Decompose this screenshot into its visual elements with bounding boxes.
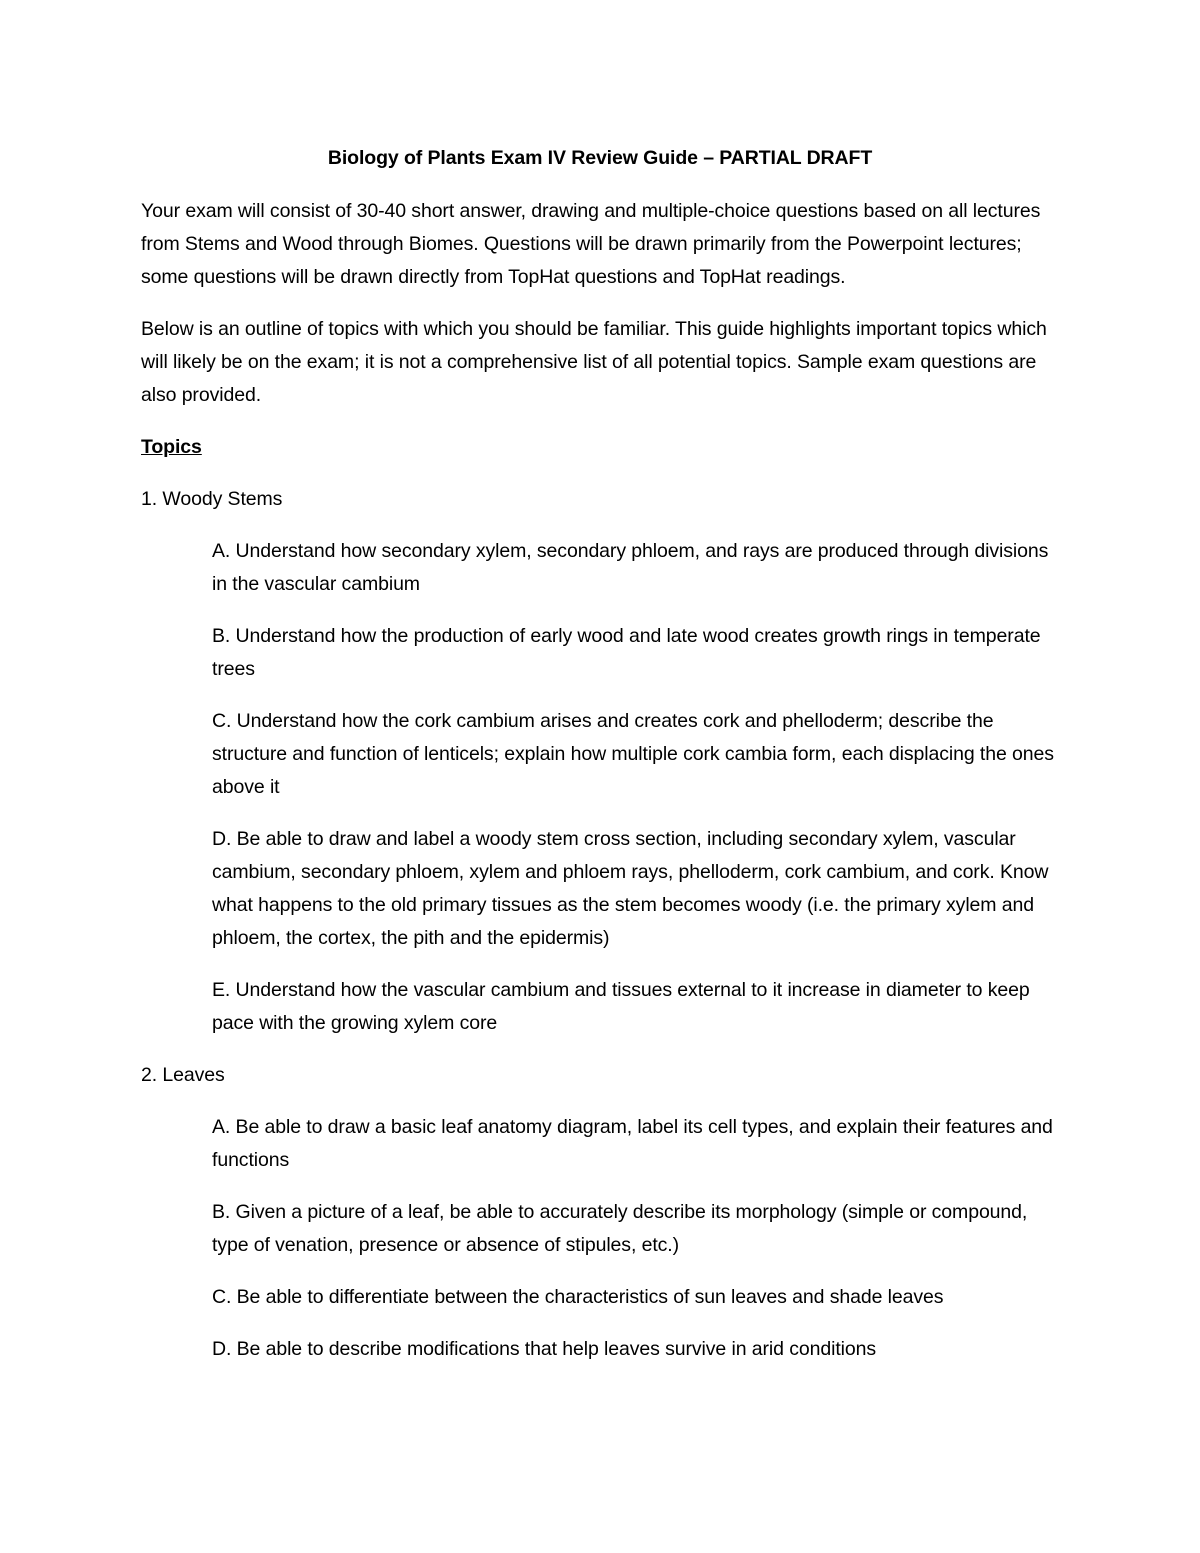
topic-item: C. Understand how the cork cambium arises and creates cork and phelloderm; describe the structure and function of lenticels; explain how multiple cork cambia form, each displacing the ones above it [212, 710, 1054, 798]
document-body [141, 142, 1061, 1385]
topic-item: E. Understand how the vascular cambium and tissues external to it increase in diameter to keep pace with the growing xylem core [212, 979, 1030, 1034]
document-title: Biology of Plants Exam IV Review Guide – PARTIAL DRAFT [327, 147, 873, 169]
section-heading: 1. Woody Stems [141, 488, 283, 510]
intro-paragraph-exam-format: Your exam will consist of 30-40 short answer, drawing and multiple-choice questions based on all lectures from Stems and Wood through Biomes. Questions will be drawn primarily from the Powerpoint lectures; some questions will be drawn directly from TopHat questions and TopHat readings. [141, 200, 1041, 288]
topic-item: D. Be able to describe modifications that help leaves survive in arid conditions [212, 1338, 877, 1360]
topic-item: B. Understand how the production of early wood and late wood creates growth rings in temperate trees [212, 625, 1041, 680]
topic-item: A. Be able to draw a basic leaf anatomy diagram, label its cell types, and explain their features and functions [212, 1116, 1053, 1171]
topics-heading: Topics [141, 436, 202, 458]
topic-item: D. Be able to draw and label a woody stem cross section, including secondary xylem, vascular cambium, secondary phloem, xylem and phloem rays, phelloderm, cork cambium, and cork. Know what happens to the old primary tissues as the stem becomes woody (i.e. the primary xylem and phloem, the cortex, the pith and the epidermis) [212, 828, 1049, 949]
topic-item: A. Understand how secondary xylem, secondary phloem, and rays are produced through divisions in the vascular cambium [212, 540, 1049, 595]
section-heading: 2. Leaves [141, 1064, 225, 1086]
topic-item: C. Be able to differentiate between the characteristics of sun leaves and shade leaves [212, 1286, 944, 1308]
topic-item: B. Given a picture of a leaf, be able to accurately describe its morphology (simple or compound, type of venation, presence or absence of stipules, etc.) [212, 1201, 1028, 1256]
intro-paragraph-outline: Below is an outline of topics with which you should be familiar. This guide highlights important topics which will likely be on the exam; it is not a comprehensive list of all potential topics. Sample exam questions are also provided. [141, 318, 1047, 406]
section-leaves [141, 1059, 1061, 1366]
section-woody-stems [141, 483, 1061, 1040]
